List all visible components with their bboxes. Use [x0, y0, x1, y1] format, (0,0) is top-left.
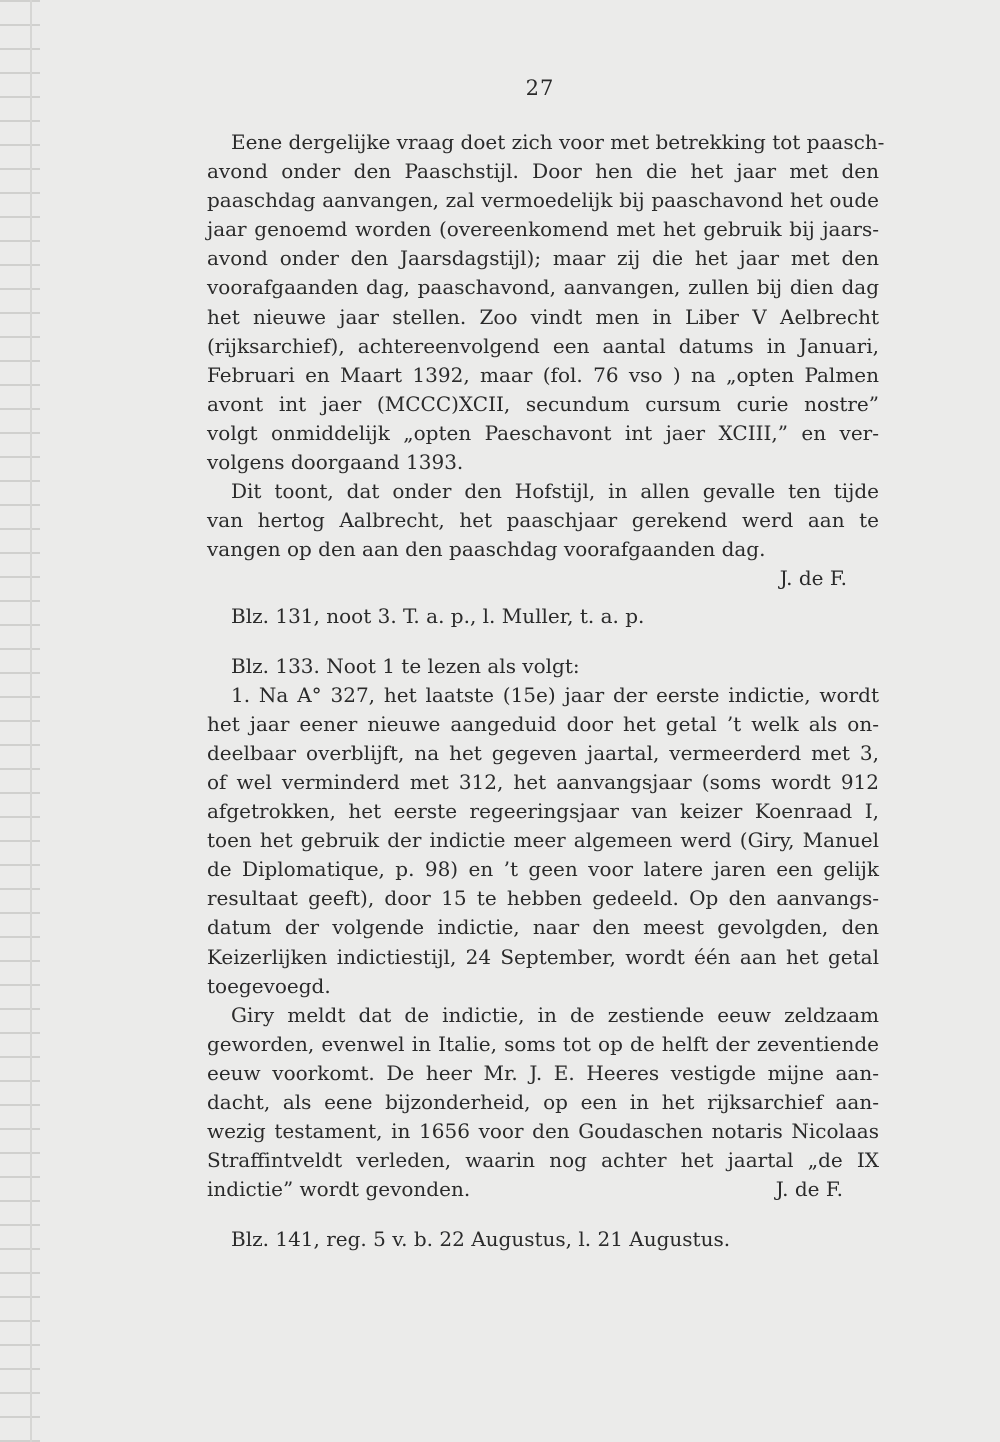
paragraph-hofstijl	[207, 477, 879, 564]
page-edge	[30, 0, 32, 1442]
text-line: van hertog Aalbrecht, het paaschjaar gerekend werd aan te	[207, 508, 879, 533]
text-line: eeuw voorkomt. De heer Mr. J. E. Heeres vestigde mijne aan-	[207, 1060, 879, 1085]
text-line: jaar genoemd worden (overeenkomend met het gebruik bij jaars-	[207, 217, 879, 242]
correction-note: Blz. 141, reg. 5 v. b. 22 Augustus, l. 21 Augustus.	[231, 1227, 731, 1252]
paragraph-giry	[207, 1001, 879, 1205]
text-line: (rijksarchief), achtereenvolgend een aantal datums in Januari,	[207, 333, 879, 358]
text-line: Straffintveldt verleden, waarin nog achter het jaartal „de IX	[207, 1148, 879, 1173]
text-line: avont int jaer (MCCC)XCII, secundum cursum curie nostre”	[207, 391, 879, 416]
text-line: toegevoegd.	[207, 973, 331, 998]
text-line: deelbaar overblijft, na het gegeven jaartal, vermeerderd met 3,	[207, 740, 879, 765]
text-line: het jaar eener nieuwe aangeduid door het getal ’t welk als on-	[207, 711, 879, 736]
text-line: avond onder den Paaschstijl. Door hen die het jaar met den	[207, 159, 879, 184]
text-line: avond onder den Jaarsdagstijl); maar zij die het jaar met den	[207, 246, 879, 271]
text-line: wezig testament, in 1656 voor den Goudaschen notaris Nicolaas	[207, 1119, 879, 1144]
text-line: Februari en Maart 1392, maar (fol. 76 vso ) na „opten Palmen	[207, 362, 879, 387]
text-line: datum der volgende indictie, naar den meest gevolgden, den	[207, 915, 879, 940]
correction-heading: Blz. 133. Noot 1 te lezen als volgt:	[231, 653, 580, 678]
binding-edge	[0, 0, 40, 1442]
text-line: de Diplomatique, p. 98) en ’t geen voor latere jaren een gelijk	[207, 857, 879, 882]
text-line: Eene dergelijke vraag doet zich voor met betrekking tot paasch-	[231, 130, 885, 154]
page-number: 27	[525, 76, 555, 100]
text-line: indictie” wordt gevonden.	[207, 1177, 471, 1202]
text-line: Keizerlijken indictiestijl, 24 September, wordt één aan het getal	[207, 944, 879, 969]
text-line: geworden, evenwel in Italie, soms tot op de helft der zeventiende	[207, 1031, 879, 1056]
text-line: afgetrokken, het eerste regeeringsjaar van keizer Koenraad I,	[207, 799, 879, 824]
closing-line	[207, 1175, 879, 1204]
text-line: volgt onmiddelijk „opten Paeschavont int jaer XCIII,” en ver-	[207, 420, 879, 445]
text-line: volgens doorgaand 1393.	[207, 450, 464, 475]
text-line: vangen op den aan den paaschdag voorafgaanden dag.	[207, 537, 766, 562]
correction-note: Blz. 131, noot 3. T. a. p., l. Muller, t. a. p.	[231, 603, 645, 628]
signature: J. de F.	[779, 566, 847, 591]
text-line: het nieuwe jaar stellen. Zoo vindt men in Liber V Aelbrecht	[207, 304, 879, 329]
paragraph-paaschstijl	[207, 128, 885, 477]
signature: J. de F.	[775, 1177, 843, 1202]
paragraph-indictie	[207, 681, 879, 1001]
text-line: resultaat geeft), door 15 te hebben gedeeld. Op den aanvangs-	[207, 886, 879, 911]
text-line: toen het gebruik der indictie meer algemeen werd (Giry, Manuel	[207, 828, 879, 853]
text-line: of wel verminderd met 312, het aanvangsjaar (soms wordt 912	[207, 769, 879, 794]
document-body	[207, 128, 885, 1254]
text-line: dacht, als eene bijzonderheid, op een in het rijksarchief aan-	[207, 1090, 879, 1114]
text-line: 1. Na A° 327, het laatste (15e) jaar der eerste indictie, wordt	[231, 682, 879, 707]
text-line: voorafgaanden dag, paaschavond, aanvangen, zullen bij dien dag	[207, 275, 879, 300]
text-line: Giry meldt dat de indictie, in de zestiende eeuw zeldzaam	[231, 1002, 879, 1027]
text-line: Dit toont, dat onder den Hofstijl, in allen gevalle ten tijde	[231, 479, 879, 504]
text-line: paaschdag aanvangen, zal vermoedelijk bij paaschavond het oude	[207, 188, 879, 213]
